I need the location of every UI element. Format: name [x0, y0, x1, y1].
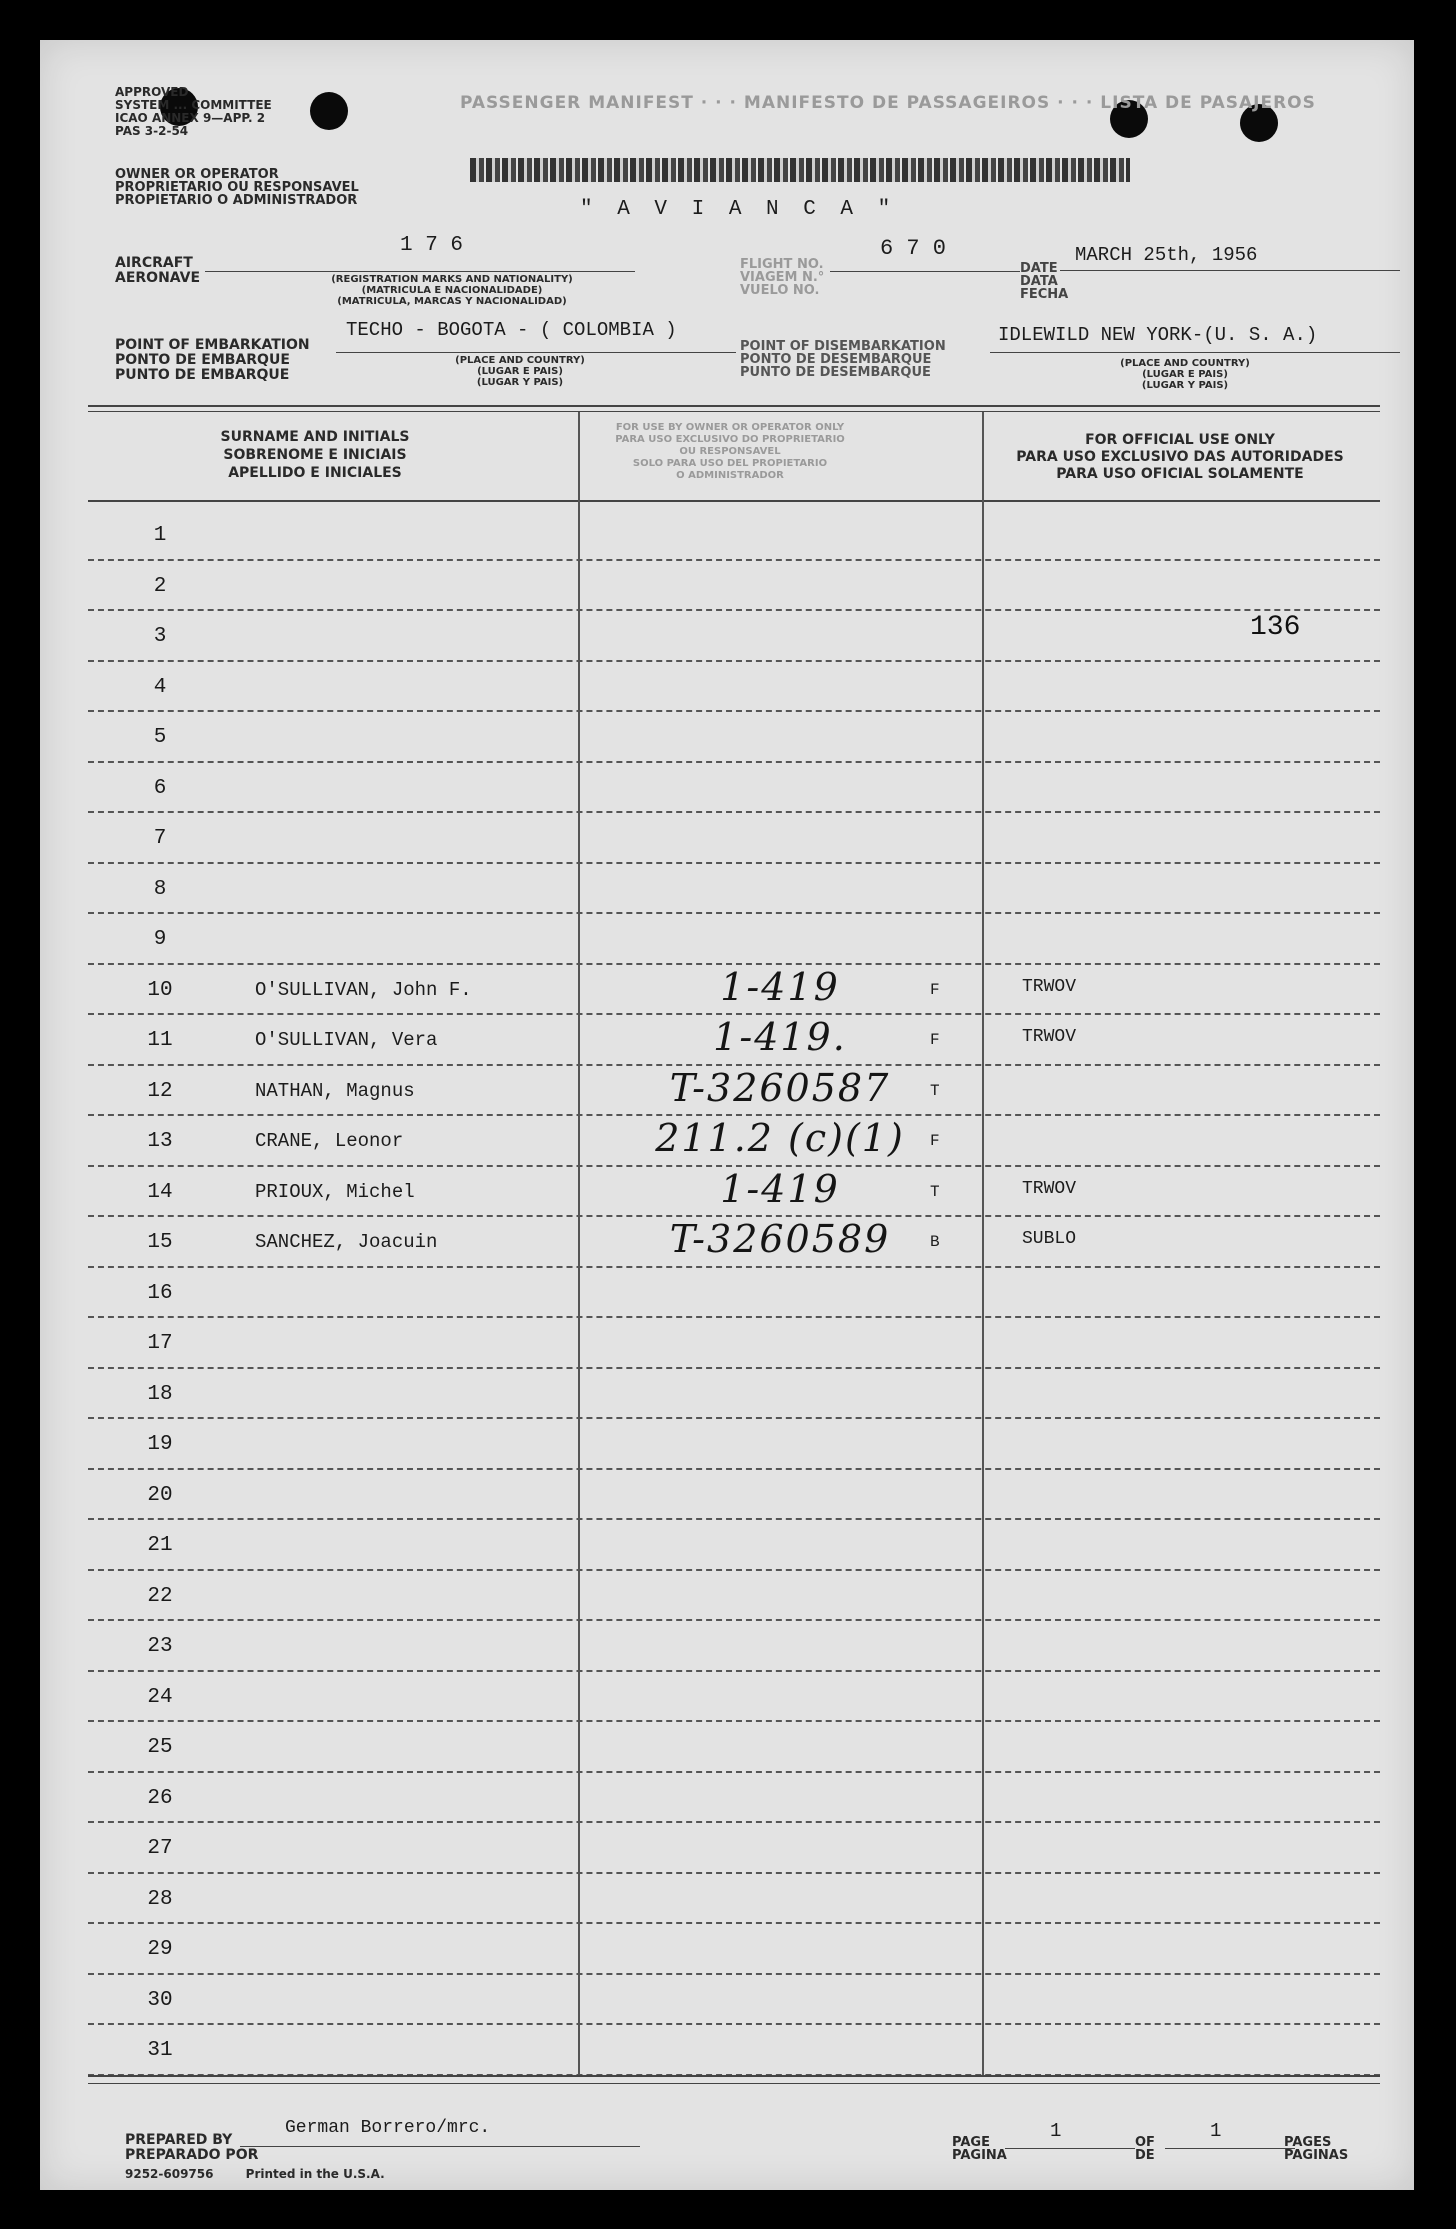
row-number: 27	[147, 1837, 173, 1860]
form-title: PASSENGER MANIFEST · · · MANIFESTO DE PASSAGEIROS · · · LISTA DE PASAJEROS	[460, 93, 1316, 113]
table-bottom-border	[88, 2075, 1380, 2077]
row-number: 7	[153, 827, 167, 850]
aircraft-underline	[205, 271, 635, 272]
registration-note: (REGISTRATION MARKS AND NATIONALITY) (MATRICULA E NACIONALIDADE) (MATRICULA, MARCAS Y NACIONALIDAD)	[331, 274, 573, 307]
status-mark: F	[930, 1132, 940, 1150]
aircraft-value: 1 7 6	[400, 234, 464, 257]
table-row	[40, 510, 1414, 561]
table-row	[40, 1823, 1414, 1874]
table-row	[40, 914, 1414, 965]
header-bottom-border	[88, 500, 1380, 502]
manifest-page	[40, 40, 1414, 2190]
row-number: 10	[147, 978, 173, 1002]
of-underline	[1165, 2148, 1295, 2149]
table-row	[40, 1268, 1414, 1319]
disembark-underline	[990, 352, 1400, 353]
row-number: 29	[147, 1938, 173, 1961]
table-row	[40, 1722, 1414, 1773]
row-number: 5	[153, 726, 167, 749]
table-bottom-border	[88, 2083, 1380, 2084]
official-entry: TRWOV	[1022, 976, 1077, 997]
table-row	[40, 1520, 1414, 1571]
column-header-name: SURNAME AND INITIALS SOBRENOME E INICIAIS APELLIDO E INICIALES	[220, 429, 410, 481]
row-number: 26	[147, 1786, 173, 1810]
row-number: 25	[147, 1736, 173, 1759]
row-number: 11	[147, 1029, 173, 1052]
total-pages: 1	[1210, 2120, 1222, 2142]
punch-hole	[310, 92, 348, 130]
row-number: 19	[147, 1433, 173, 1456]
disembark-label: POINT OF DISEMBARKATION PONTO DE DESEMBARQUE PUNTO DE DESEMBARQUE	[740, 339, 946, 380]
embark-value: TECHO - BOGOTA - ( COLOMBIA )	[346, 319, 677, 341]
table-row	[40, 1975, 1414, 2026]
table-row	[40, 1470, 1414, 1521]
official-entry: TRWOV	[1022, 1178, 1077, 1199]
page-underline	[1005, 2148, 1135, 2149]
page-label: PAGE PAGINA	[952, 2135, 1007, 2163]
table-row	[40, 1621, 1414, 1672]
page-number: 1	[1050, 2120, 1062, 2142]
operator-entry: 1-419	[720, 1166, 840, 1211]
passenger-name: NATHAN, Magnus	[255, 1079, 415, 1102]
row-number: 22	[147, 1584, 173, 1608]
table-top-border	[88, 411, 1380, 412]
struck-through-text	[470, 158, 1130, 182]
table-row	[40, 561, 1414, 612]
approval-line: PAS 3-2-54	[115, 124, 189, 138]
pages-label: PAGES PAGINAS	[1284, 2135, 1349, 2163]
operator-name: " A V I A N C A "	[580, 198, 897, 221]
date-underline	[1060, 270, 1400, 271]
row-number: 18	[147, 1382, 173, 1406]
row-number: 1	[153, 524, 167, 547]
operator-entry: 1-419	[720, 964, 840, 1009]
table-row	[40, 1318, 1414, 1369]
passenger-name: O'SULLIVAN, Vera	[255, 1029, 438, 1051]
row-number: 16	[147, 1281, 173, 1305]
column-header-official: FOR OFFICIAL USE ONLY PARA USO EXCLUSIVO DAS AUTORIDADES PARA USO OFICIAL SOLAMENTE	[1016, 432, 1344, 482]
disembark-value: IDLEWILD NEW YORK-(U. S. A.)	[998, 324, 1318, 346]
form-number: 9252-609756 Printed in the U.S.A.	[125, 2167, 385, 2181]
official-entry: TRWOV	[1022, 1027, 1077, 1047]
embark-label: POINT OF EMBARKATION PONTO DE EMBARQUE PUNTO DE EMBARQUE	[115, 337, 310, 383]
passenger-name: CRANE, Leonor	[255, 1130, 404, 1152]
date-value: MARCH 25th, 1956	[1075, 244, 1258, 266]
status-mark: F	[930, 1031, 940, 1049]
row-number: 9	[153, 928, 167, 951]
table-row	[40, 1167, 1414, 1218]
status-mark: T	[930, 1182, 940, 1201]
disembark-place-note: (PLACE AND COUNTRY) (LUGAR E PAIS) (LUGAR Y PAIS)	[1120, 358, 1250, 391]
operator-entry: 211.2 (c)(1)	[655, 1116, 905, 1160]
official-entry: 136	[1250, 612, 1301, 643]
passenger-name: O'SULLIVAN, John F.	[255, 978, 472, 1001]
prepared-value: German Borrero/mrc.	[285, 2118, 491, 2138]
table-row	[40, 1066, 1414, 1117]
table-row	[40, 1773, 1414, 1824]
prepared-label: PREPARED BY PREPARADO POR	[125, 2132, 259, 2163]
table-row	[40, 864, 1414, 915]
approval-block	[115, 86, 272, 138]
table-row	[40, 662, 1414, 713]
official-entry: SUBLO	[1022, 1229, 1077, 1249]
column-header-operator: FOR USE BY OWNER OR OPERATOR ONLY PARA USO EXCLUSIVO DO PROPRIETARIO OU RESPONSAVEL SOLO PARA USO DEL PROPIETARIO O ADMINISTRADOR	[615, 422, 845, 481]
table-row	[40, 1015, 1414, 1066]
passenger-name: PRIOUX, Michel	[255, 1180, 415, 1203]
table-row	[40, 965, 1414, 1016]
row-number: 3	[153, 625, 167, 648]
row-number: 21	[147, 1534, 173, 1557]
table-row	[40, 2025, 1414, 2076]
aircraft-label: AIRCRAFT AERONAVE	[115, 255, 201, 286]
table-row	[40, 1217, 1414, 1268]
table-row	[40, 1369, 1414, 1420]
table-row	[40, 712, 1414, 763]
of-label: OF DE	[1135, 2135, 1155, 2163]
prepared-underline	[240, 2146, 640, 2147]
flight-value: 6 7 0	[880, 236, 947, 261]
flight-underline	[830, 271, 1020, 272]
row-number: 4	[153, 675, 167, 699]
row-number: 20	[147, 1483, 173, 1507]
status-mark: T	[930, 1081, 940, 1100]
flight-label: FLIGHT NO. VIAGEM N.° VUELO NO.	[740, 257, 825, 298]
row-number: 13	[147, 1130, 173, 1153]
row-number: 8	[153, 877, 167, 901]
table-row	[40, 1116, 1414, 1167]
row-number: 24	[147, 1685, 173, 1709]
table-row	[40, 1924, 1414, 1975]
table-row	[40, 1874, 1414, 1925]
row-number: 14	[147, 1180, 173, 1204]
embark-underline	[336, 352, 736, 353]
row-number: 6	[153, 776, 167, 800]
row-number: 23	[147, 1635, 173, 1658]
status-mark: F	[930, 980, 940, 999]
table-row	[40, 813, 1414, 864]
row-number: 28	[147, 1887, 173, 1911]
row-number: 2	[153, 574, 167, 598]
operator-entry: 1-419.	[713, 1015, 847, 1059]
operator-entry: T-3260587	[669, 1065, 891, 1110]
approval-line: APPROVED	[115, 85, 189, 99]
date-label: DATE DATA FECHA	[1020, 261, 1069, 302]
row-number: 31	[147, 2039, 173, 2062]
passenger-name: SANCHEZ, Joacuin	[255, 1231, 438, 1253]
row-number: 17	[147, 1332, 173, 1355]
table-row	[40, 1672, 1414, 1723]
table-row	[40, 611, 1414, 662]
status-mark: B	[930, 1233, 940, 1251]
table-row	[40, 1419, 1414, 1470]
row-number: 30	[147, 1988, 173, 2012]
approval-line: ICAO ANNEX 9—APP. 2	[115, 111, 266, 125]
table-row	[40, 1571, 1414, 1622]
table-top-border	[88, 405, 1380, 407]
owner-label: OWNER OR OPERATOR PROPRIETARIO OU RESPONSAVEL PROPIETARIO O ADMINISTRADOR	[115, 167, 359, 208]
embark-place-note: (PLACE AND COUNTRY) (LUGAR E PAIS) (LUGAR Y PAIS)	[455, 355, 585, 388]
operator-entry: T-3260589	[669, 1217, 891, 1261]
table-row	[40, 763, 1414, 814]
row-number: 15	[147, 1231, 173, 1254]
row-number: 12	[147, 1079, 173, 1103]
approval-line: SYSTEM ... COMMITTEE	[115, 98, 272, 112]
